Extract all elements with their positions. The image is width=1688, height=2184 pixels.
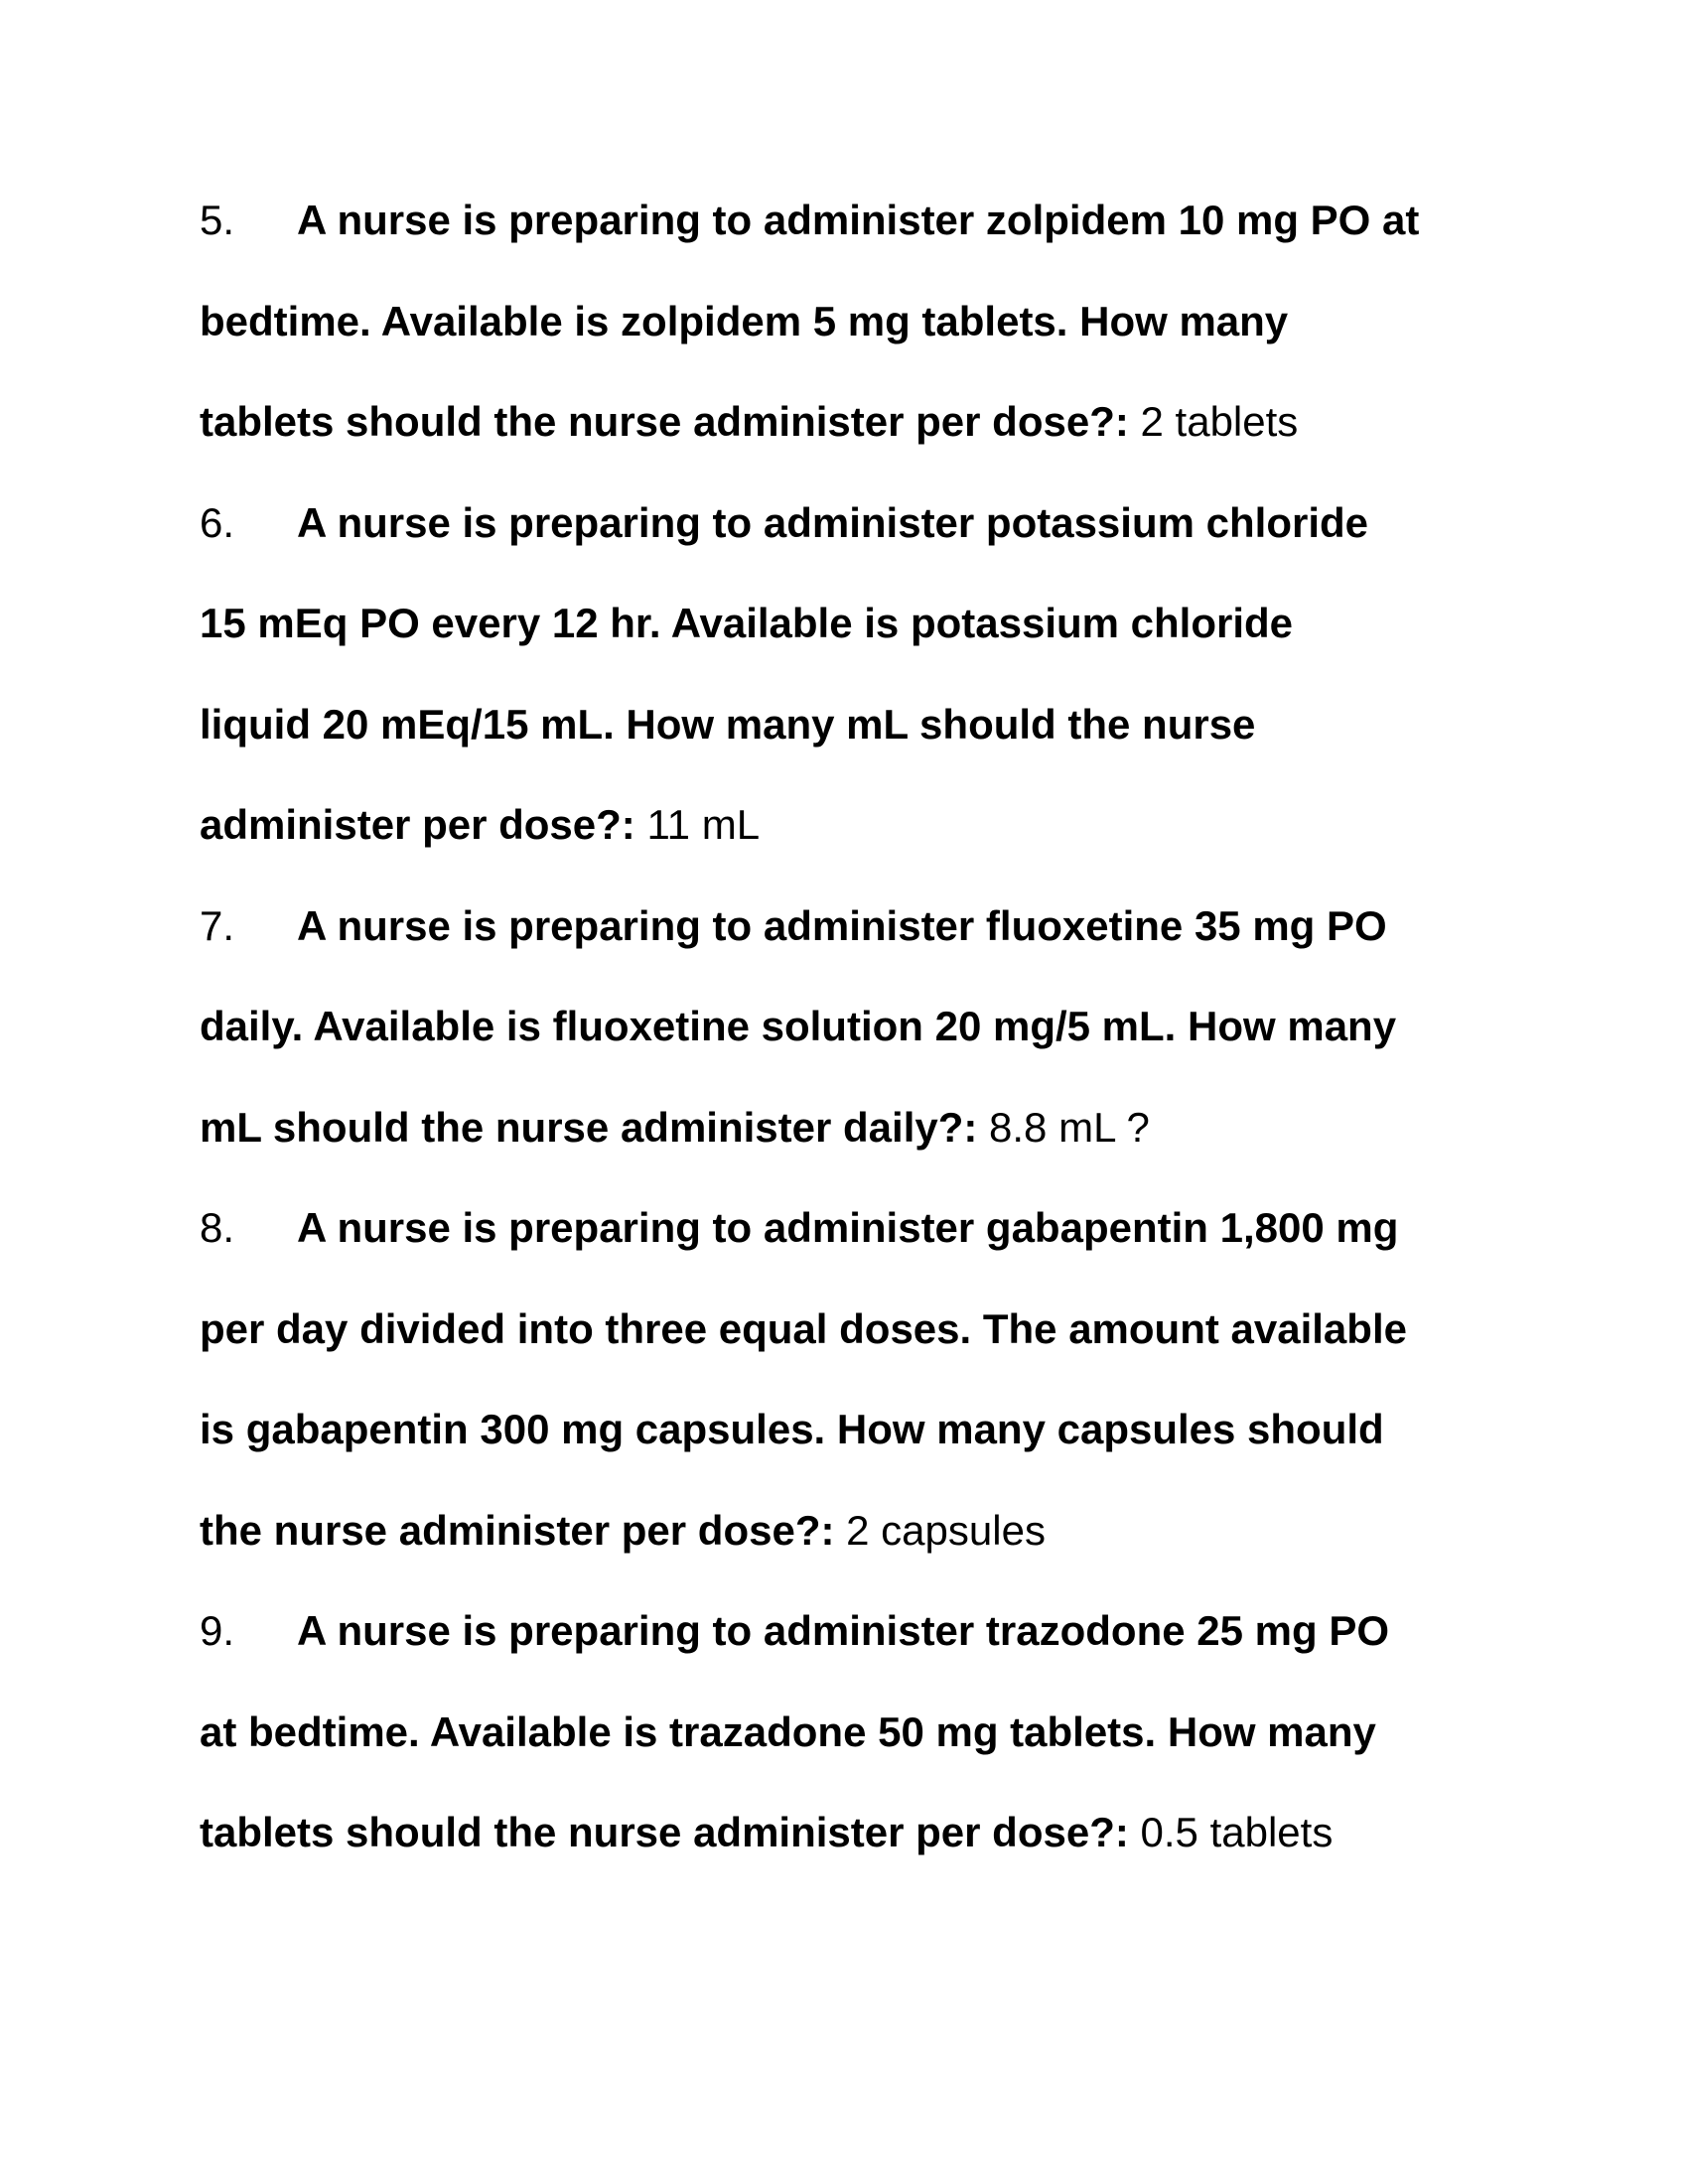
question-text: per day divided into three equal doses. The amount available bbox=[200, 1304, 1407, 1352]
question-text: is gabapentin 300 mg capsules. How many capsules should bbox=[200, 1406, 1384, 1452]
answer-text: 0.5 tablets bbox=[1140, 1809, 1334, 1855]
question-5-line-3 bbox=[200, 390, 1490, 491]
question-text: liquid 20 mEq/15 mL. How many mL should the nurse bbox=[200, 700, 1256, 748]
question-text-with-answer bbox=[200, 1096, 1150, 1160]
question-text-with-answer bbox=[200, 1801, 1333, 1864]
question-text: the nurse administer per dose?: bbox=[200, 1506, 835, 1554]
question-number: 8. bbox=[200, 1204, 235, 1251]
question-5-line-2 bbox=[200, 290, 1490, 391]
question-text: tablets should the nurse administer per dose?: bbox=[200, 1809, 1129, 1855]
question-text: administer per dose?: bbox=[200, 801, 635, 848]
question-6-line-4 bbox=[200, 793, 1490, 894]
question-text: A nurse is preparing to administer gabapentin 1,800 mg bbox=[297, 1204, 1399, 1251]
question-9-line-2 bbox=[200, 1701, 1490, 1802]
question-text: 15 mEq PO every 12 hr. Available is potassium chloride bbox=[200, 600, 1294, 646]
question-8-line-2 bbox=[200, 1297, 1490, 1399]
question-text: tablets should the nurse administer per dose?: bbox=[200, 398, 1129, 445]
question-text-with-answer bbox=[200, 390, 1298, 454]
question-text: A nurse is preparing to administer zolpidem 10 mg PO at bbox=[297, 197, 1420, 243]
question-number: 9. bbox=[200, 1607, 235, 1654]
question-text: mL should the nurse administer daily?: bbox=[200, 1103, 978, 1151]
question-6-line-3 bbox=[200, 693, 1490, 794]
question-list bbox=[200, 189, 1490, 1902]
question-5-line-1 bbox=[200, 189, 1490, 290]
question-8-line-1 bbox=[200, 1196, 1490, 1297]
question-7-line-1 bbox=[200, 894, 1490, 996]
question-8-line-3 bbox=[200, 1398, 1490, 1499]
question-7-line-2 bbox=[200, 995, 1490, 1096]
question-text: A nurse is preparing to administer potassium chloride bbox=[297, 498, 1368, 546]
question-text: daily. Available is fluoxetine solution 20 mg/5 mL. How many bbox=[200, 1003, 1397, 1049]
question-text: A nurse is preparing to administer trazodone 25 mg PO bbox=[297, 1607, 1389, 1654]
question-8-line-4 bbox=[200, 1499, 1490, 1600]
question-text: bedtime. Available is zolpidem 5 mg tablets. How many bbox=[200, 297, 1289, 344]
question-9-line-3 bbox=[200, 1801, 1490, 1902]
question-9-line-1 bbox=[200, 1599, 1490, 1701]
answer-text: 11 mL bbox=[646, 801, 761, 848]
question-6-line-1 bbox=[200, 491, 1490, 593]
question-number: 6. bbox=[200, 498, 235, 546]
question-number: 7. bbox=[200, 901, 235, 949]
question-text: at bedtime. Available is trazadone 50 mg tablets. How many bbox=[200, 1707, 1376, 1755]
question-text: A nurse is preparing to administer fluoxetine 35 mg PO bbox=[297, 901, 1387, 949]
question-text-with-answer bbox=[200, 793, 760, 857]
question-number: 5. bbox=[200, 197, 235, 243]
question-text-with-answer bbox=[200, 1499, 1046, 1563]
answer-text: 2 capsules bbox=[846, 1506, 1046, 1554]
answer-text: 8.8 mL ? bbox=[989, 1103, 1150, 1151]
question-6-line-2 bbox=[200, 592, 1490, 693]
question-7-line-3 bbox=[200, 1096, 1490, 1197]
answer-text: 2 tablets bbox=[1140, 398, 1299, 445]
